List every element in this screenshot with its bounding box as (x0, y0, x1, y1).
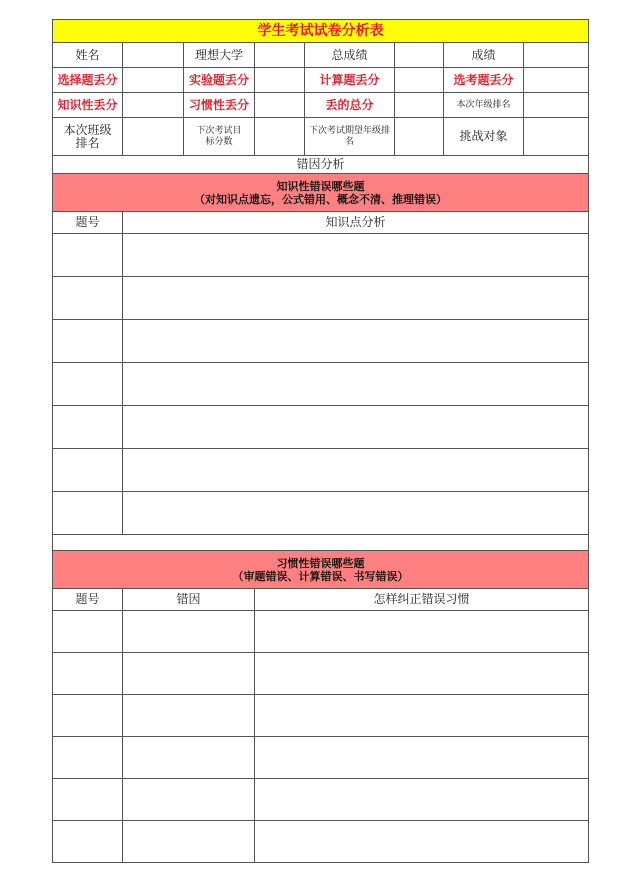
knowledge-number-cell[interactable] (53, 320, 123, 363)
knowledge-analysis-cell[interactable] (123, 363, 589, 406)
habit-fix-cell[interactable] (255, 695, 589, 737)
knowledge-section-title: 知识性错误哪些题 (276, 179, 365, 193)
habit-row (53, 779, 589, 821)
habit-fix-cell[interactable] (255, 779, 589, 821)
knowledge-number-cell[interactable] (53, 406, 123, 449)
knowledge-analysis-cell[interactable] (123, 406, 589, 449)
value-habit-loss[interactable] (255, 93, 305, 118)
knowledge-number-cell[interactable] (53, 449, 123, 492)
habit-section-title: 习惯性错误哪些题 (276, 556, 365, 570)
habit-number-cell[interactable] (53, 737, 123, 779)
knowledge-analysis-cell[interactable] (123, 492, 589, 535)
label-name: 姓名 (53, 43, 123, 68)
label-class-rank: 本次班级排名 (53, 118, 123, 156)
label-calculation-loss: 计算题丢分 (305, 68, 395, 93)
habit-fix-cell[interactable] (255, 653, 589, 695)
habit-number-cell[interactable] (53, 611, 123, 653)
habit-row (53, 695, 589, 737)
knowledge-analysis-cell[interactable] (123, 449, 589, 492)
value-experiment-loss[interactable] (255, 68, 305, 93)
knowledge-col-number: 题号 (53, 212, 123, 234)
habit-cause-cell[interactable] (123, 695, 255, 737)
label-challenge-target: 挑战对象 (444, 118, 524, 156)
knowledge-row (53, 234, 589, 277)
knowledge-number-cell[interactable] (53, 234, 123, 277)
habit-row (53, 737, 589, 779)
knowledge-row (53, 406, 589, 449)
knowledge-row (53, 277, 589, 320)
habit-section-subtitle: （审题错误、计算错误、书写错误） (232, 569, 409, 583)
habit-cause-cell[interactable] (123, 653, 255, 695)
habit-col-number: 题号 (53, 589, 123, 611)
habit-row (53, 821, 589, 863)
analysis-table (52, 19, 589, 863)
knowledge-row (53, 363, 589, 406)
value-knowledge-loss[interactable] (123, 93, 184, 118)
section-gap (53, 535, 589, 551)
value-dream-university[interactable] (255, 43, 305, 68)
knowledge-row (53, 320, 589, 363)
knowledge-section-header (53, 174, 589, 212)
label-score: 成绩 (444, 43, 524, 68)
label-experiment-loss: 实验题丢分 (184, 68, 255, 93)
knowledge-section-subtitle: （对知识点遗忘，公式错用、概念不清、推理错误） (194, 192, 447, 206)
habit-fix-cell[interactable] (255, 737, 589, 779)
habit-col-fix: 怎样纠正错误习惯 (255, 589, 589, 611)
info-row-1 (53, 43, 589, 68)
knowledge-col-analysis: 知识点分析 (123, 212, 589, 234)
label-total-loss: 丢的总分 (305, 93, 395, 118)
value-score[interactable] (524, 43, 589, 68)
knowledge-number-cell[interactable] (53, 363, 123, 406)
knowledge-analysis-cell[interactable] (123, 320, 589, 363)
habit-number-cell[interactable] (53, 695, 123, 737)
habit-cause-cell[interactable] (123, 737, 255, 779)
value-grade-rank[interactable] (524, 93, 589, 118)
label-choice-loss: 选择题丢分 (53, 68, 123, 93)
value-next-target-score[interactable] (255, 118, 305, 156)
value-challenge-target[interactable] (524, 118, 589, 156)
label-grade-rank: 本次年级排名 (444, 93, 524, 118)
value-elective-loss[interactable] (524, 68, 589, 93)
knowledge-number-cell[interactable] (53, 492, 123, 535)
habit-cause-cell[interactable] (123, 779, 255, 821)
habit-cause-cell[interactable] (123, 821, 255, 863)
habit-fix-cell[interactable] (255, 611, 589, 653)
value-total-score[interactable] (395, 43, 444, 68)
info-row-3 (53, 93, 589, 118)
value-name[interactable] (123, 43, 184, 68)
knowledge-header-row (53, 212, 589, 234)
label-next-target-score: 下次考试目标分数 (184, 118, 255, 156)
habit-col-cause: 错因 (123, 589, 255, 611)
value-calculation-loss[interactable] (395, 68, 444, 93)
value-class-rank[interactable] (123, 118, 184, 156)
value-total-loss[interactable] (395, 93, 444, 118)
sheet-title: 学生考试试卷分析表 (53, 20, 589, 43)
habit-fix-cell[interactable] (255, 821, 589, 863)
habit-number-cell[interactable] (53, 653, 123, 695)
habit-header-row (53, 589, 589, 611)
habit-cause-cell[interactable] (123, 611, 255, 653)
knowledge-number-cell[interactable] (53, 277, 123, 320)
knowledge-row (53, 492, 589, 535)
label-next-expected-rank: 下次考试期望年级排名 (305, 118, 395, 156)
value-next-expected-rank[interactable] (395, 118, 444, 156)
info-row-2 (53, 68, 589, 93)
habit-row (53, 653, 589, 695)
label-knowledge-loss: 知识性丢分 (53, 93, 123, 118)
label-total-score: 总成绩 (305, 43, 395, 68)
knowledge-row (53, 449, 589, 492)
value-choice-loss[interactable] (123, 68, 184, 93)
habit-number-cell[interactable] (53, 779, 123, 821)
label-dream-university: 理想大学 (184, 43, 255, 68)
habit-section-header (53, 551, 589, 589)
info-row-4 (53, 118, 589, 156)
analysis-sheet (52, 19, 588, 863)
knowledge-analysis-cell[interactable] (123, 234, 589, 277)
knowledge-analysis-cell[interactable] (123, 277, 589, 320)
habit-row (53, 611, 589, 653)
error-analysis-label: 错因分析 (53, 156, 589, 174)
label-elective-loss: 选考题丢分 (444, 68, 524, 93)
label-habit-loss: 习惯性丢分 (184, 93, 255, 118)
habit-number-cell[interactable] (53, 821, 123, 863)
